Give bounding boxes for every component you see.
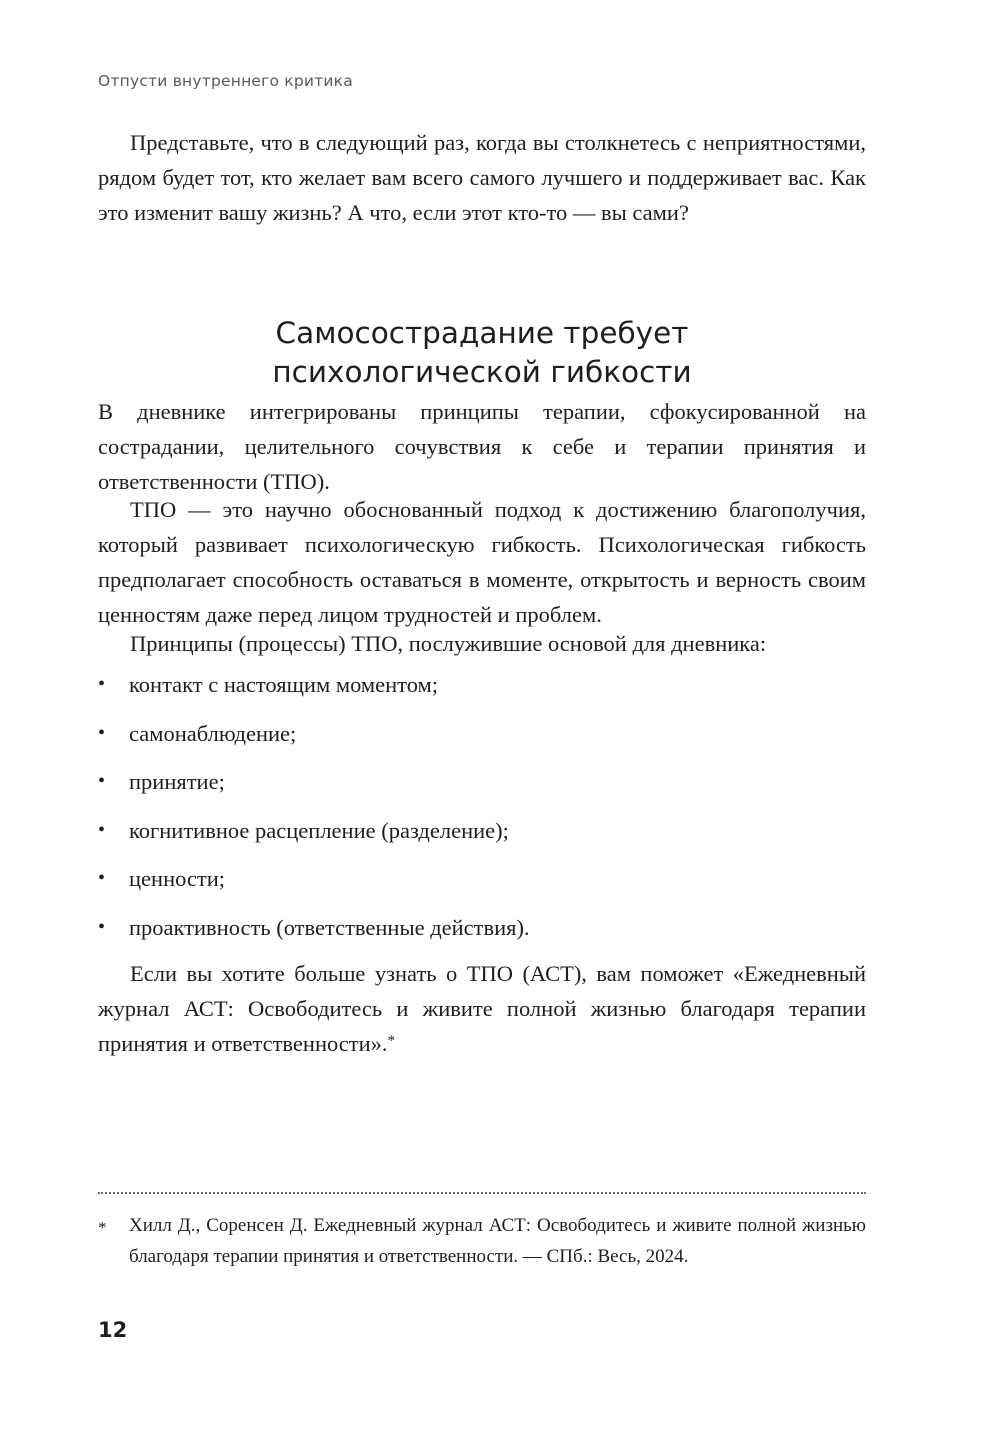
footnote-text: Хилл Д., Соренсен Д. Ежедневный журнал АСТ: Освободитесь и живите полной жизнью благодаря терапии принятия и ответственности. — СПб.: Весь, 2024. [129, 1215, 866, 1267]
running-head: Отпусти внутреннего критика [98, 72, 353, 90]
list-item-text: проактивность (ответственные действия). [129, 914, 530, 940]
page-number: 12 [98, 1318, 128, 1342]
section-heading-line-2: психологической гибкости [272, 355, 692, 390]
section-heading-line-1: Самосострадание требует [275, 316, 689, 351]
paragraph-2: ТПО — это научно обоснованный подход к достижению благополучия, который развивает психологическую гибкость. Психологическая гибкость предполагает способность оставаться в моменте, открытость и верность своим ценностям даже перед лицом трудностей и проблем. [98, 497, 866, 627]
list-item-text: самонаблюдение; [129, 720, 297, 746]
principles-list [98, 667, 866, 959]
list-item [98, 764, 866, 799]
paragraph-3: Принципы (процессы) ТПО, послужившие основой для дневника: [130, 631, 767, 656]
list-item-text: когнитивное расцепление (разделение); [129, 817, 509, 843]
intro-paragraph: Представьте, что в следующий раз, когда вы столкнетесь с неприятностями, рядом будет тот, кто желает вам всего самого лучшего и поддерживает вас. Как это изменит вашу жизнь? А что, если этот кто-то — вы сами? [98, 130, 866, 225]
list-item [98, 716, 866, 751]
list-item-text: принятие; [129, 769, 225, 795]
closing-paragraph [98, 956, 866, 1061]
list-item [98, 667, 866, 702]
paragraph-1: В дневнике интегрированы принципы терапии, сфокусированной на сострадании, целительного сочувствия к себе и терапии принятия и ответственности (ТПО). [98, 399, 866, 494]
bullet-icon: • [98, 818, 106, 841]
list-item [98, 861, 866, 896]
bullet-icon: • [98, 673, 106, 695]
bullet-icon: • [98, 867, 106, 890]
bullet-icon: • [98, 915, 106, 938]
list-item-text: ценности; [129, 866, 226, 892]
bullet-icon: • [98, 721, 106, 744]
footnote-mark: * [98, 1218, 107, 1237]
section-heading [98, 314, 866, 392]
bullet-icon: • [98, 770, 106, 793]
list-item-text: контакт с настоящим моментом; [129, 672, 439, 697]
list-item [98, 910, 866, 945]
footnote [98, 1210, 866, 1272]
footnote-divider [98, 1192, 866, 1194]
list-item [98, 813, 866, 848]
closing-text: Если вы хотите больше узнать о ТПО (АСТ), вам поможет «Ежедневный журнал АСТ: Освободитесь и живите полной жизнью благодаря терапии принятия и ответственности». [98, 961, 866, 1056]
footnote-reference[interactable]: * [387, 1033, 396, 1049]
